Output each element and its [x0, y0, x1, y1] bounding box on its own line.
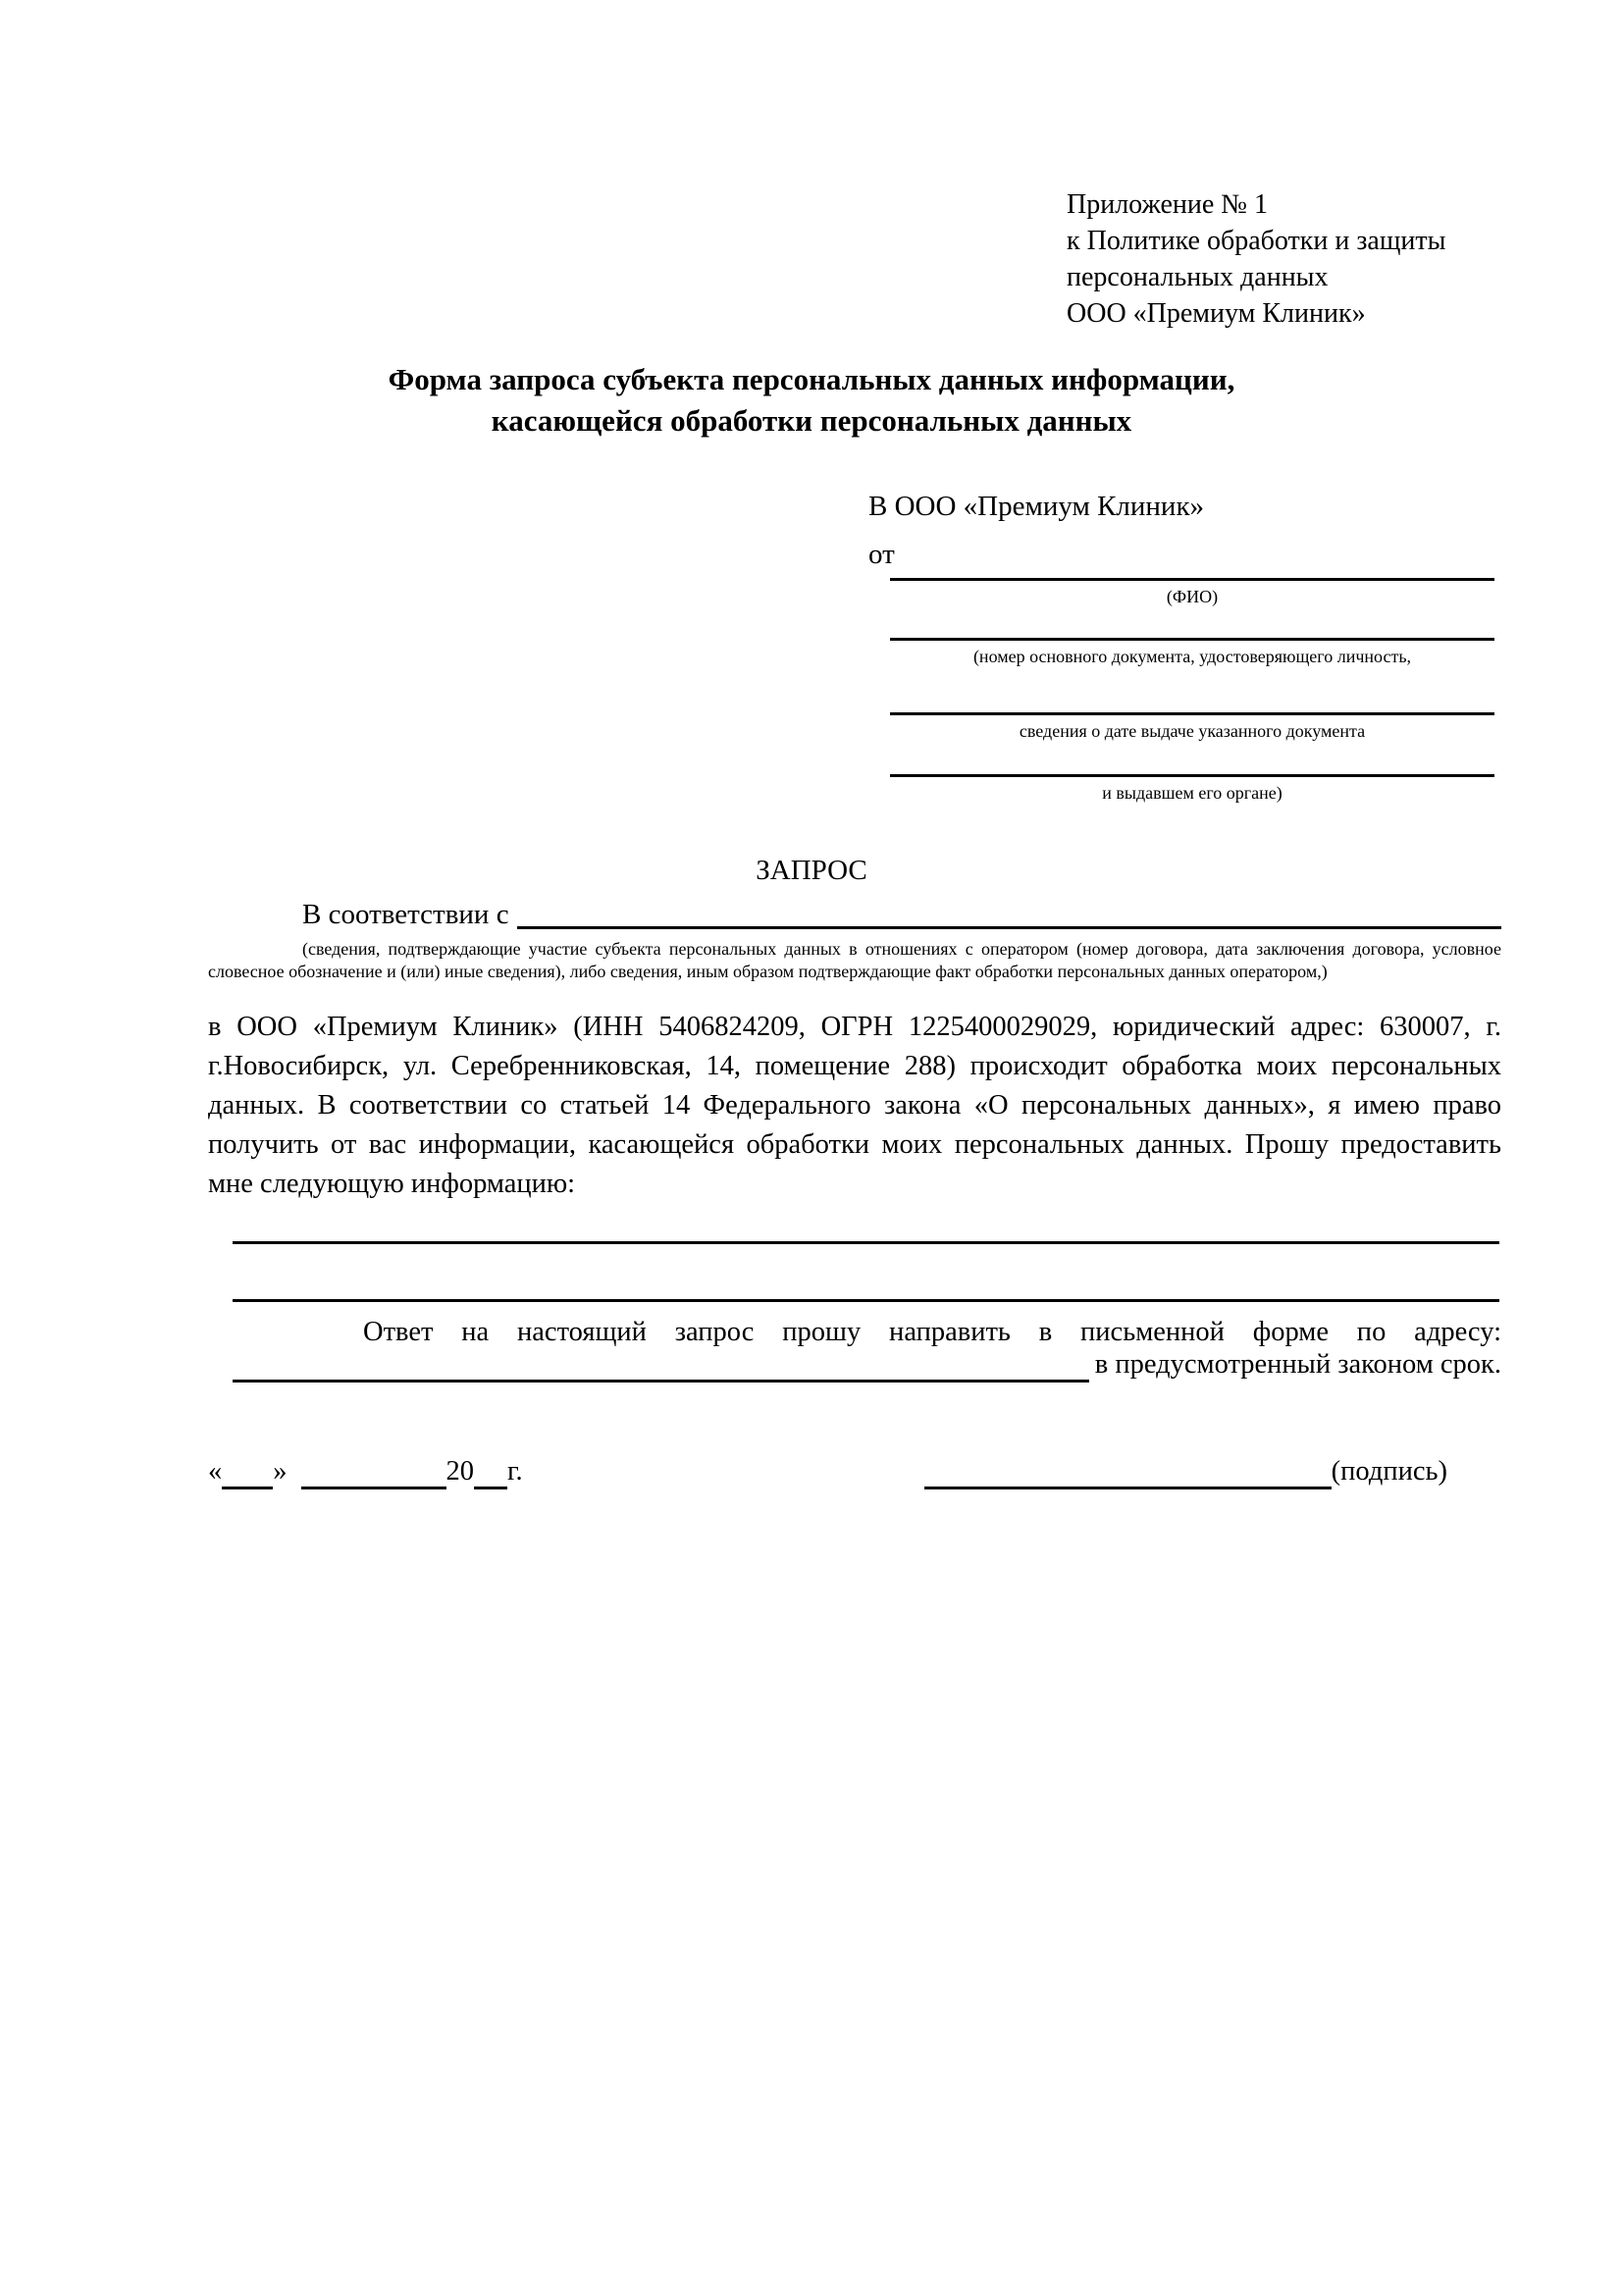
date-day-blank: [222, 1457, 273, 1489]
signature-caption: (подпись): [1331, 1456, 1447, 1487]
fine-print-note: (сведения, подтверждающие участие субъекта персональных данных в отношениях с оператором (номер договора, дата заключения договора, условное словесное обозначение и (или) иные сведения), либо сведения, иным образом подтверждающие факт обработки персональных данных оператором,): [208, 939, 1501, 981]
signature-blank-line: [924, 1457, 1332, 1489]
issuing-authority-field-line: [890, 774, 1494, 804]
addressee-from-label: от: [868, 539, 895, 570]
accordance-row: [208, 897, 1501, 932]
appendix-note-line: ООО «Премиум Клиник»: [1067, 298, 1366, 329]
reply-tail: в предусмотренный законом срок.: [1094, 1349, 1501, 1380]
document-title-line1: Форма запроса субъекта персональных данных информации,: [388, 362, 1235, 396]
date-signature-row: [208, 1454, 1501, 1489]
date-year-prefix: 20: [445, 1456, 474, 1487]
appendix-note-line: к Политике обработки и защиты: [1067, 226, 1446, 256]
document-number-field-line: [890, 638, 1494, 667]
fio-field-line: [890, 578, 1494, 607]
document-title-line2: касающейся обработки персональных данных: [491, 403, 1132, 438]
date-year-blank: [474, 1457, 507, 1489]
appendix-note-line: персональных данных: [1067, 262, 1329, 292]
document-number-field-caption: (номер основного документа, удостоверяющего личность,: [972, 647, 1412, 666]
document-title: [98, 359, 1525, 442]
blank-line-2: [233, 1299, 1499, 1302]
appendix-note: [1067, 186, 1445, 332]
issue-date-field-line: [890, 712, 1494, 742]
reply-sentence: Ответ на настоящий запрос прошу направить в письменной форме по адресу:: [363, 1317, 1501, 1347]
date-open-quote: «: [208, 1456, 223, 1487]
date-month-blank: [301, 1457, 446, 1489]
accordance-label: В соответствии с: [302, 899, 509, 930]
issue-date-field-caption: сведения о дате выдаче указанного документа: [1019, 721, 1366, 741]
reply-address-blank-line: [233, 1380, 1089, 1383]
request-heading: ЗАПРОС: [756, 855, 867, 886]
reply-address-row: [208, 1349, 1501, 1384]
blank-line-1: [233, 1241, 1499, 1244]
issuing-authority-field-caption: и выдавшем его органе): [1102, 783, 1283, 803]
request-body-paragraph: в ООО «Премиум Клиник» (ИНН 5406824209, ОГРН 1225400029029, юридический адрес: 630007, г. г.Новосибирск, ул. Серебренниковская, 14, помещение 288) происходит обработка моих персональных данных. В соответствии со статьей 14 Федерального закона «О персональных данных», я имею право получить от вас информации, касающейся обработки моих персональных данных. Прошу предоставить мне следующую информацию:: [208, 1012, 1501, 1199]
appendix-note-line: Приложение № 1: [1067, 189, 1268, 220]
date-close-quote: »: [273, 1456, 288, 1487]
date-year-suffix: г.: [507, 1456, 523, 1487]
addressee-organization: В ООО «Премиум Клиник»: [868, 491, 1205, 522]
accordance-blank-line: [517, 926, 1501, 929]
reply-paragraph: [208, 1313, 1501, 1384]
fio-field-caption: (ФИО): [1166, 587, 1219, 606]
